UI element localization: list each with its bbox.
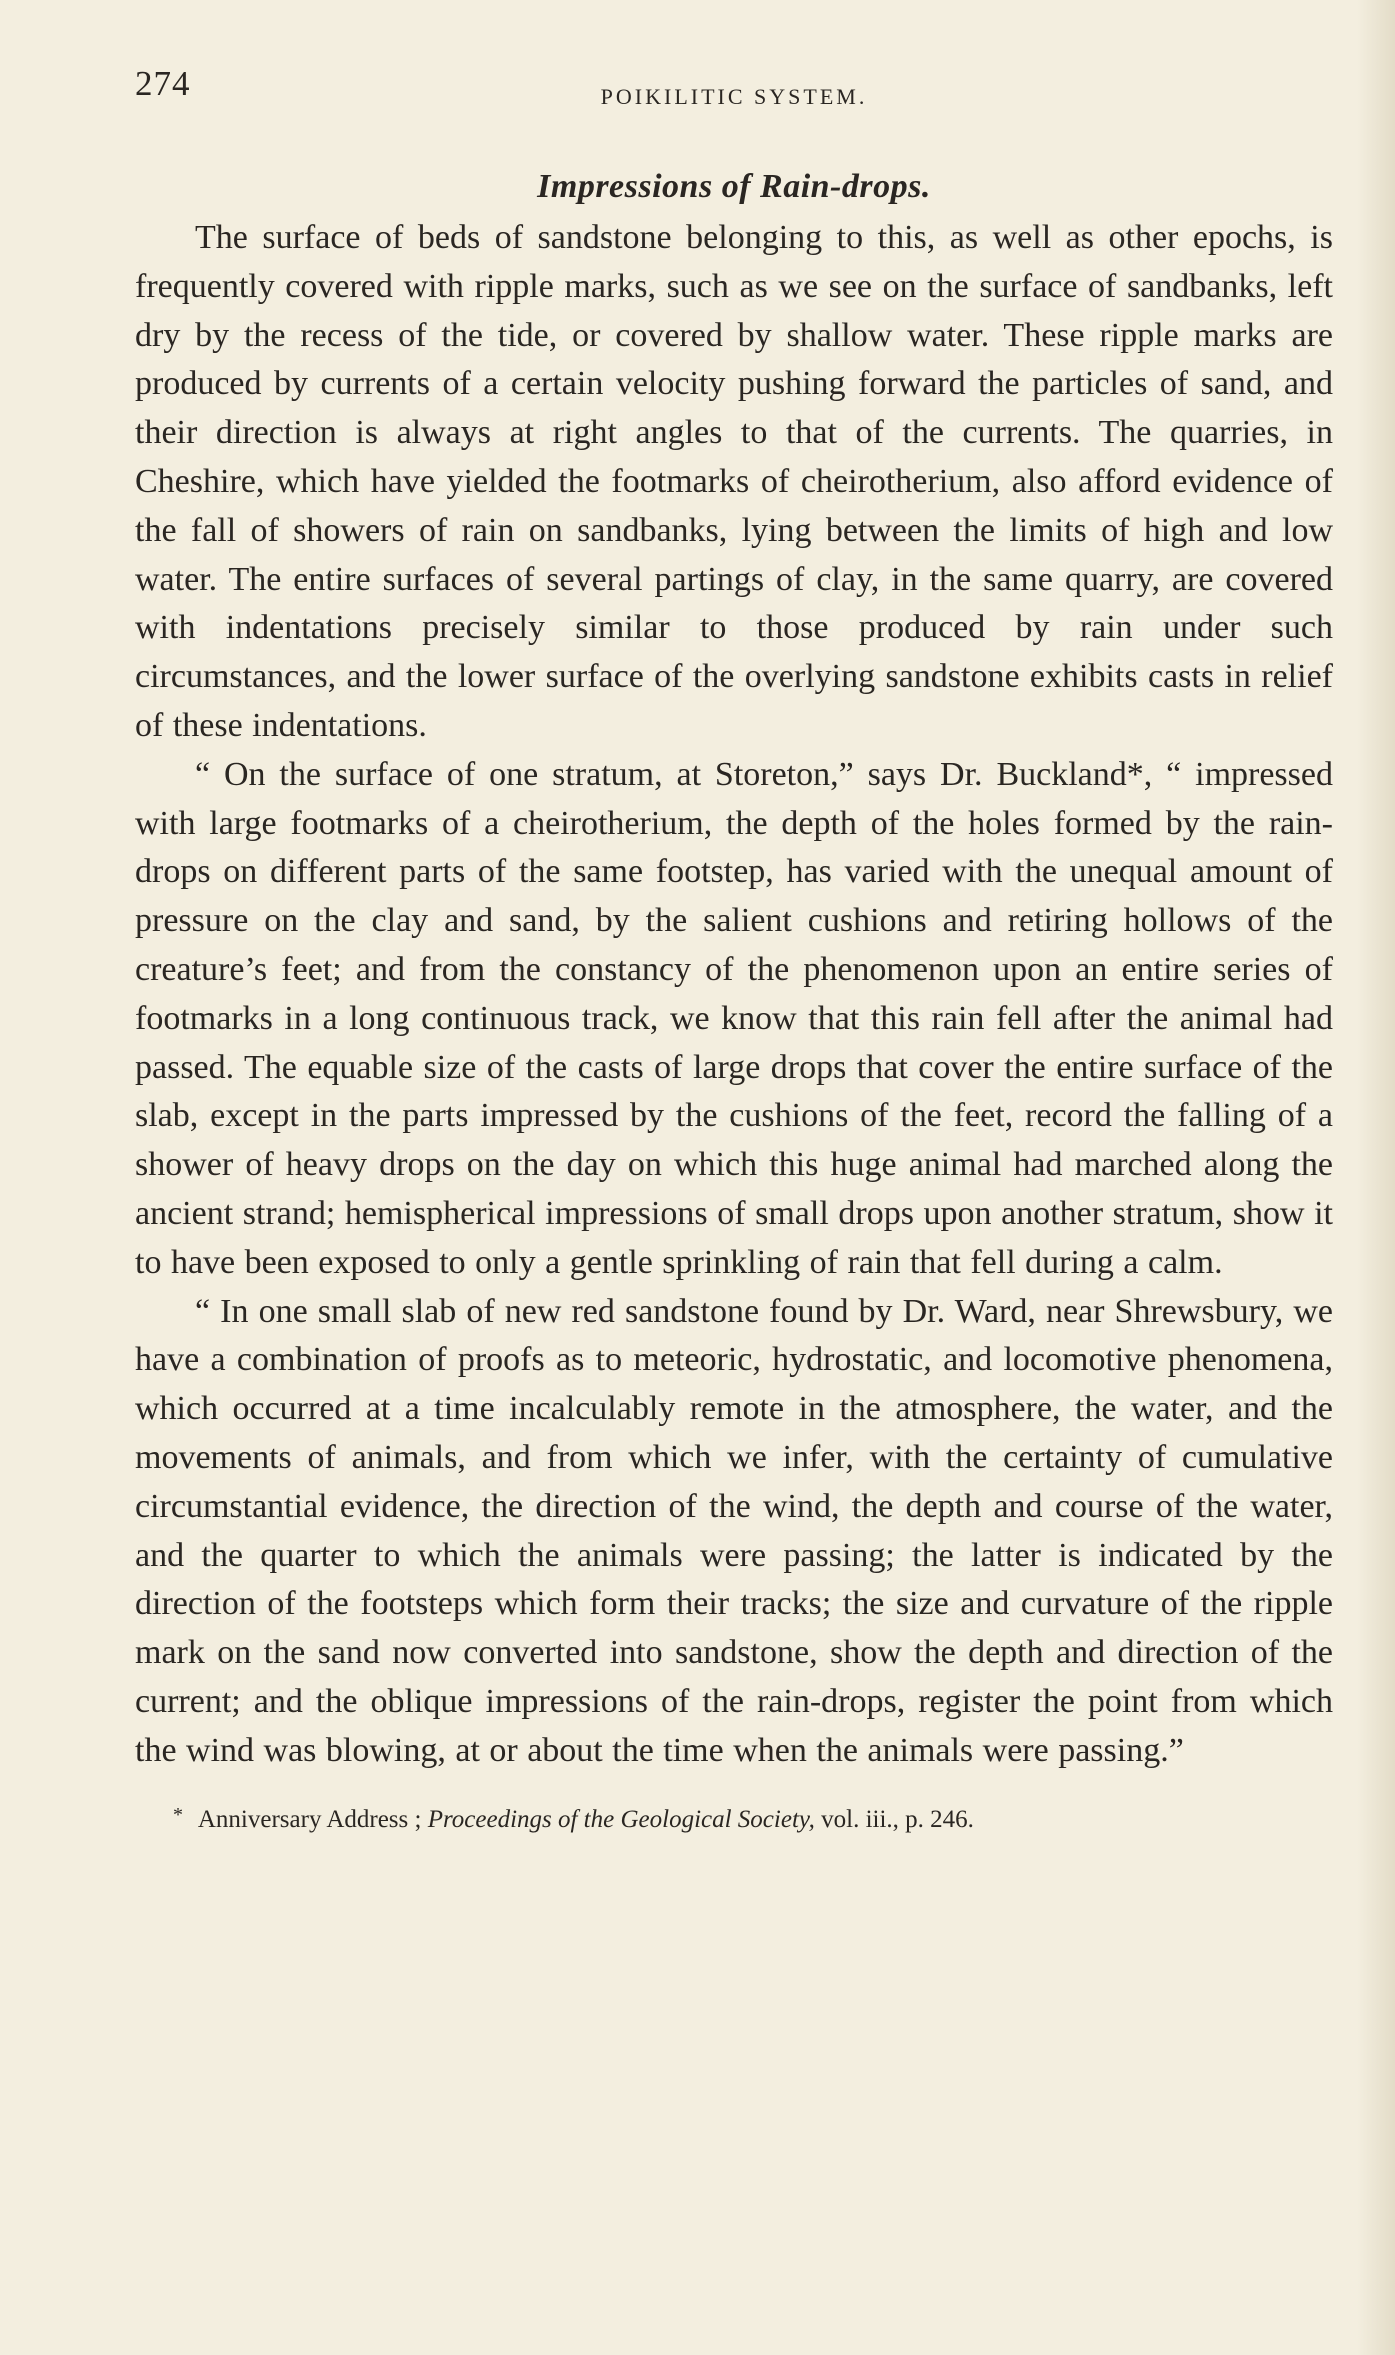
footnote-mark: * bbox=[173, 1803, 183, 1826]
page-number: 274 bbox=[135, 64, 191, 103]
paragraph-ripple-marks: The surface of beds of sandstone belonging to this, as well as other epochs, is frequently covered with ripple marks, such as we see on the surface of sandbanks, left dry by the recess of the tide, or covered by shallow water. These ripple marks are produced by currents of a certain velocity pushing forward the particles of sand, and their direction is always at right angles to that of the currents. The quarries, in Cheshire, which have yielded the footmarks of cheirotherium, also afford evidence of the fall of showers of rain on sandbanks, lying between the limits of high and low water. The entire surfaces of several partings of clay, in the same quarry, are covered with indentations precisely similar to those produced by rain under such circumstances, and the lower surface of the overlying sandstone exhibits casts in relief of these indentations. bbox=[135, 219, 1333, 744]
running-head bbox=[135, 64, 1333, 124]
footnote bbox=[135, 1798, 1333, 1837]
running-title: POIKILITIC SYSTEM. bbox=[600, 84, 868, 109]
paragraph-ward-quote: “ In one small slab of new red sandstone found by Dr. Ward, near Shrewsbury, we have a combination of proofs as to meteoric, hydrostatic, and locomotive phenomena, which occurred at a time incalculably remote in the atmosphere, the water, and the movements of animals, and from which we infer, with the certainty of cumulative circumstantial evidence, the direction of the wind, the depth and course of the water, and the quarter to which the animals were passing; the latter is indicated by the direction of the footsteps which form their tracks; the size and curvature of the ripple mark on the sand now converted into sandstone, show the depth and direction of the current; and the oblique impressions of the rain-drops, register the point from which the wind was blowing, at or about the time when the animals were passing.” bbox=[135, 1292, 1333, 1769]
section-heading: Impressions of Rain-drops. bbox=[537, 168, 931, 205]
page-edge-shadow bbox=[1357, 0, 1395, 2355]
paragraph-buckland-quote: “ On the surface of one stratum, at Storeton,” says Dr. Buckland*, “ impressed with large footmarks of a cheirotherium, the depth of the holes formed by the rain-drops on different parts of the same footstep, has varied with the unequal amount of pressure on the clay and sand, by the salient cushions and retiring hollows of the creature’s feet; and from the constancy of the phenomenon upon an entire series of footmarks in a long continuous track, we know that this rain fell after the animal had passed. The equable size of the casts of large drops that cover the entire surface of the slab, except in the parts impressed by the cushions of the feet, record the falling of a shower of heavy drops on the day on which this huge animal had marched along the ancient strand; hemispherical impressions of small drops upon another stratum, show it to have been exposed to only a gentle sprinkling of rain that fell during a calm. bbox=[135, 755, 1333, 1281]
footnote-tail: vol. iii., p. 246. bbox=[821, 1805, 974, 1833]
book-page bbox=[135, 64, 1333, 1837]
footnote-source: Proceedings of the Geological Society, bbox=[427, 1805, 815, 1833]
footnote-lead: Anniversary Address ; bbox=[197, 1805, 422, 1833]
